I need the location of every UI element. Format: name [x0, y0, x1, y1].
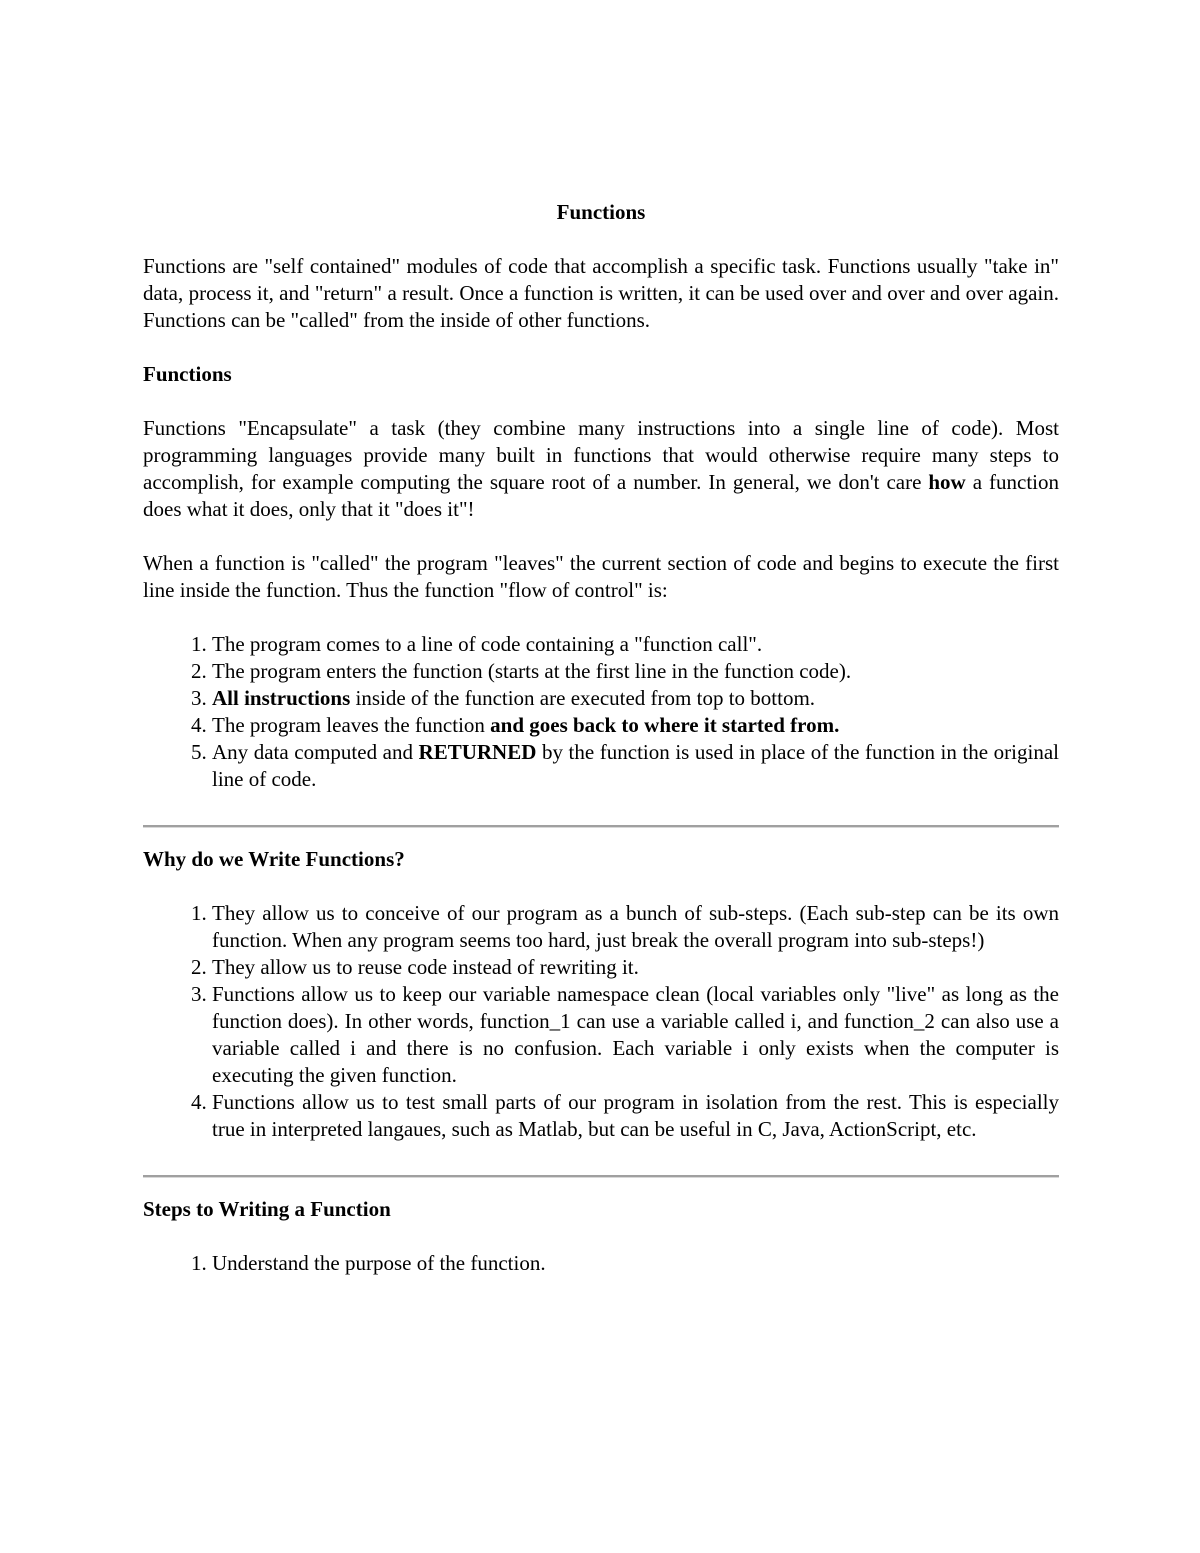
- steps-list: [143, 1250, 1059, 1277]
- why-write-functions-list: [143, 900, 1059, 1143]
- flow-of-control-paragraph: When a function is "called" the program "leaves" the current section of code and begins to execute the first line inside the function. Thus the function "flow of control" is:: [143, 551, 1059, 602]
- emphasis-returned: RETURNED: [418, 740, 537, 764]
- emphasis-goes-back: and goes back to where it started from.: [490, 713, 840, 737]
- list-item: 1. Understand the purpose of the function.: [212, 1250, 1059, 1277]
- list-item: 2. The program enters the function (starts at the first line in the function code).: [212, 658, 1059, 685]
- list-item: [212, 739, 1059, 793]
- list-item: 4. Functions allow us to test small parts of our program in isolation from the rest. This is especially true in interpreted langaues, such as Matlab, but can be useful in C, Java, ActionScript, etc.: [212, 1089, 1059, 1143]
- emphasis-how: how: [928, 470, 966, 494]
- list-item: [212, 685, 1059, 712]
- list-item-text: Any data computed and: [212, 740, 419, 764]
- list-item-text: The program leaves the function: [212, 713, 491, 737]
- section-heading-why-write-functions: Why do we Write Functions?: [143, 847, 405, 871]
- list-item-text: by the function is used in place of the function in the original line of code.: [212, 740, 1059, 791]
- emphasis-all-instructions: All instructions: [212, 686, 351, 710]
- list-item: 1. They allow us to conceive of our program as a bunch of sub-steps. (Each sub-step can be its own function. When any program seems too hard, just break the overall program into sub-steps!): [212, 900, 1059, 954]
- list-item: [212, 712, 1059, 739]
- list-item: 2. They allow us to reuse code instead of rewriting it.: [212, 954, 1059, 981]
- list-item: 1. The program comes to a line of code containing a "function call".: [212, 631, 1059, 658]
- page-title: Functions: [556, 200, 646, 224]
- section-heading-steps: Steps to Writing a Function: [143, 1197, 391, 1221]
- encapsulate-paragraph: [143, 415, 1059, 523]
- list-item-text: inside of the function are executed from top to bottom.: [350, 686, 816, 710]
- horizontal-divider: [143, 1175, 1059, 1178]
- horizontal-divider: [143, 825, 1059, 828]
- flow-of-control-list: [143, 631, 1059, 793]
- section-heading-functions: Functions: [143, 362, 232, 386]
- encapsulate-text-end: a function does what it does, only that it "does it"!: [143, 470, 1059, 521]
- encapsulate-text-start: Functions "Encapsulate" a task (they combine many instructions into a single line of code). Most programming languages provide many built in functions that would otherwise require many steps to accomplish, for example computing the square root of a number. In general, we don't care: [143, 416, 1059, 494]
- document-page: [143, 199, 1059, 1304]
- list-item: 3. Functions allow us to keep our variable namespace clean (local variables only "live" as long as the function does). In other words, function_1 can use a variable called i, and function_2 can also use a variable called i and there is no confusion. Each variable i only exists when the computer is executing the given function.: [212, 981, 1059, 1089]
- intro-paragraph: Functions are "self contained" modules of code that accomplish a specific task. Functions usually "take in" data, process it, and "return" a result. Once a function is written, it can be used over and over and over again. Functions can be "called" from the inside of other functions.: [143, 254, 1059, 332]
